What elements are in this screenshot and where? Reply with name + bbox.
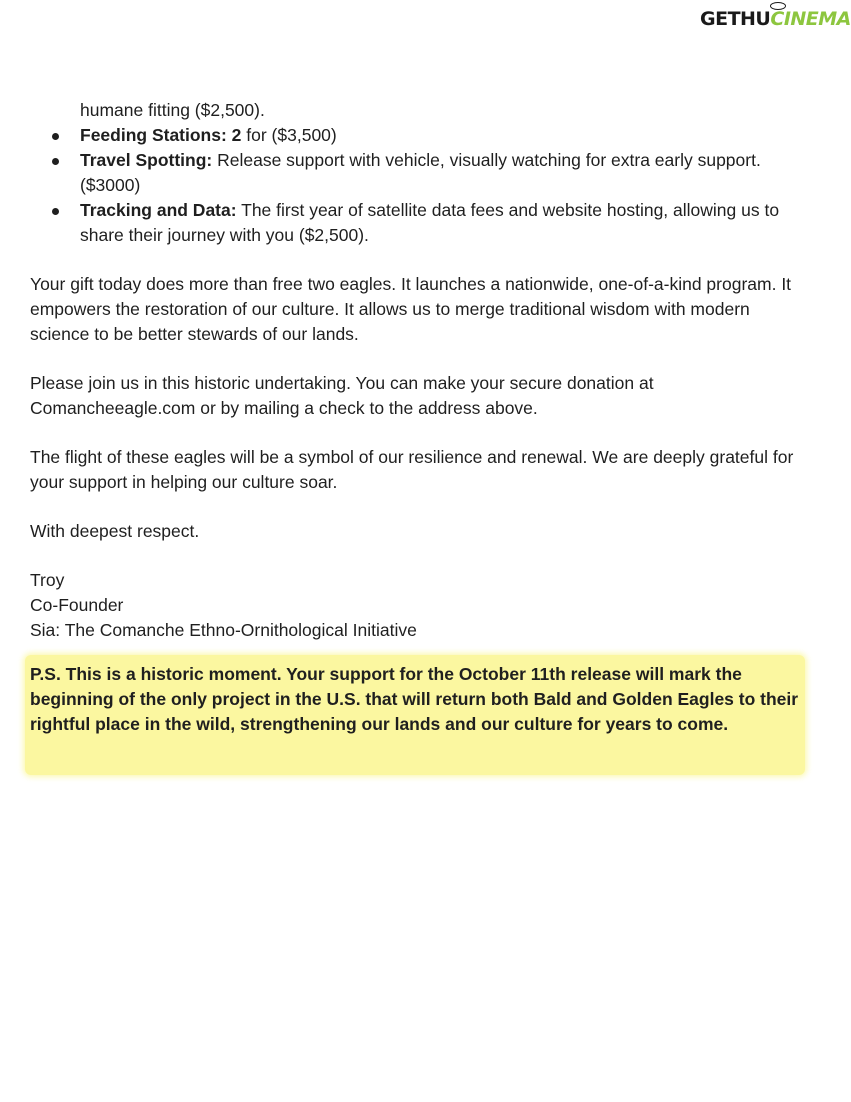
- list-item: [30, 123, 800, 148]
- signature-name: Troy: [30, 570, 65, 590]
- bullet-icon: [52, 133, 59, 140]
- paragraph-call-to-action: Please join us in this historic undertaking. You can make your secure donation at Comancheeagle.com or by mailing a check to the address above.: [30, 373, 654, 418]
- closing-line: With deepest respect.: [30, 521, 200, 541]
- paragraph-gratitude: The flight of these eagles will be a symbol of our resilience and renewal. We are deeply grateful for your support in helping our culture soar.: [30, 447, 794, 492]
- signature-block: [30, 568, 800, 643]
- paragraph-gift-impact: Your gift today does more than free two eagles. It launches a nationwide, one-of-a-kind program. It empowers the restoration of our culture. It allows us to merge traditional wisdom with modern science to be better stewards of our lands.: [30, 274, 792, 344]
- bullet-icon: [52, 158, 59, 165]
- bullet-icon: [52, 208, 59, 215]
- list-item-text: for ($3,500): [241, 125, 337, 145]
- list-item-text: The first year of satellite data fees and website hosting, allowing us to share their journey with you ($2,500).: [80, 200, 780, 245]
- list-item: [30, 148, 800, 198]
- list-item: [30, 198, 800, 248]
- cost-breakdown-list: [30, 98, 800, 248]
- list-item: [30, 98, 800, 123]
- list-item-text: humane fitting ($2,500).: [80, 100, 265, 120]
- signature-organization: Sia: The Comanche Ethno-Ornithological Initiative: [30, 620, 417, 640]
- watermark-text-dark: GETHU: [700, 8, 771, 30]
- list-item-label: Tracking and Data:: [80, 200, 237, 220]
- letter-body: [30, 98, 800, 643]
- watermark-text-green-label: CINEMA: [770, 8, 851, 30]
- signature-role: Co-Founder: [30, 595, 124, 615]
- watermark-logo: [700, 6, 851, 32]
- list-item-label: Travel Spotting:: [80, 150, 213, 170]
- watermark-text-green: [770, 8, 851, 30]
- list-item-label: Feeding Stations: 2: [80, 125, 242, 145]
- list-item-text: Release support with vehicle, visually watching for extra early support. ($3000): [80, 150, 761, 195]
- postscript: P.S. This is a historic moment. Your support for the October 11th release will mark the beginning of the only project in the U.S. that will return both Bald and Golden Eagles to their rightful place in the wild, strengthening our lands and our culture for years to come.: [30, 664, 799, 734]
